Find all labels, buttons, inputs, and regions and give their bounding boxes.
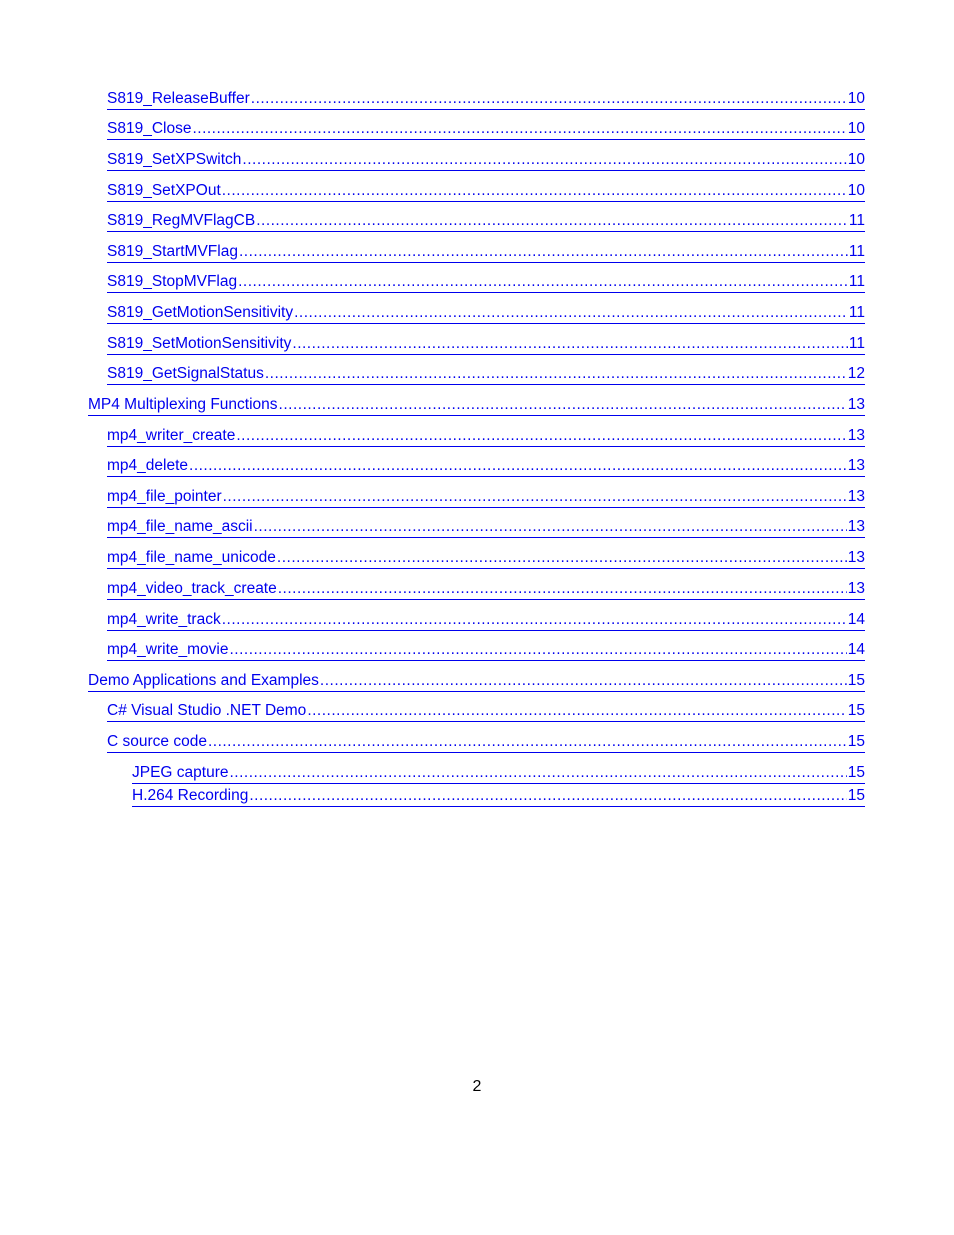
toc-entry-mp4-write-movie[interactable] bbox=[107, 641, 865, 661]
toc-entry-page: 15 bbox=[847, 672, 865, 689]
toc-dot-leader bbox=[278, 580, 847, 599]
toc-entry-s819-setxpswitch[interactable] bbox=[107, 151, 865, 171]
toc-dot-leader bbox=[230, 764, 847, 783]
toc-entry-s819-getmotionsensitivity[interactable] bbox=[107, 304, 865, 324]
toc-entry-page: 15 bbox=[847, 733, 865, 750]
toc-entry-title: mp4_video_track_create bbox=[107, 580, 277, 597]
toc-entry-title: S819_StartMVFlag bbox=[107, 243, 238, 260]
toc-dot-leader bbox=[277, 549, 847, 568]
toc-dot-leader bbox=[229, 641, 846, 660]
toc-entry-title: H.264 Recording bbox=[132, 787, 249, 804]
toc-entry-title: C source code bbox=[107, 733, 207, 750]
toc-entry-title: MP4 Multiplexing Functions bbox=[88, 396, 278, 413]
toc-entry-mp4-video-track-create[interactable] bbox=[107, 580, 865, 600]
toc-entry-title: mp4_write_movie bbox=[107, 641, 229, 658]
toc-entry-page: 13 bbox=[847, 580, 865, 597]
toc-entry-page: 13 bbox=[847, 427, 865, 444]
toc-dot-leader bbox=[256, 212, 848, 231]
toc-entry-page: 11 bbox=[848, 304, 865, 321]
toc-entry-title: mp4_file_name_ascii bbox=[107, 518, 253, 535]
toc-dot-leader bbox=[208, 733, 847, 752]
toc-entry-title: mp4_writer_create bbox=[107, 427, 236, 444]
toc-entry-page: 11 bbox=[848, 273, 865, 290]
toc-entry-h264-recording[interactable] bbox=[132, 787, 865, 807]
toc-entry-c-source-code[interactable] bbox=[107, 733, 865, 753]
toc-entry-mp4-delete[interactable] bbox=[107, 457, 865, 477]
toc-entry-title: JPEG capture bbox=[132, 764, 229, 781]
toc-entry-title: Demo Applications and Examples bbox=[88, 672, 319, 689]
toc-entry-page: 13 bbox=[847, 396, 865, 413]
toc-dot-leader bbox=[279, 396, 847, 415]
toc-dot-leader bbox=[254, 518, 847, 537]
toc-entry-page: 11 bbox=[848, 212, 865, 229]
toc-dot-leader bbox=[236, 427, 846, 446]
toc-entry-mp4-writer-create[interactable] bbox=[107, 427, 865, 447]
toc-dot-leader bbox=[189, 457, 847, 476]
toc-entry-title: S819_GetSignalStatus bbox=[107, 365, 264, 382]
toc-dot-leader bbox=[292, 335, 848, 354]
toc-entry-page: 13 bbox=[847, 549, 865, 566]
toc-entry-title: C# Visual Studio .NET Demo bbox=[107, 702, 307, 719]
toc-entry-title: mp4_file_name_unicode bbox=[107, 549, 276, 566]
toc-entry-mp4-file-name-unicode[interactable] bbox=[107, 549, 865, 569]
toc-entry-page: 13 bbox=[847, 518, 865, 535]
toc-entry-mp4-file-name-ascii[interactable] bbox=[107, 518, 865, 538]
toc-entry-demo-applications-and-examples[interactable] bbox=[88, 672, 865, 692]
toc-entry-mp4-write-track[interactable] bbox=[107, 611, 865, 631]
toc-dot-leader bbox=[222, 182, 847, 201]
toc-entry-s819-close[interactable] bbox=[107, 120, 865, 140]
toc-dot-leader bbox=[223, 488, 847, 507]
toc-dot-leader bbox=[249, 787, 846, 806]
toc-entry-title: S819_RegMVFlagCB bbox=[107, 212, 256, 229]
toc-dot-leader bbox=[242, 151, 846, 170]
toc-entry-title: S819_SetXPOut bbox=[107, 182, 221, 199]
toc-entry-s819-startmvflag[interactable] bbox=[107, 243, 865, 263]
toc-entry-page: 14 bbox=[847, 641, 865, 658]
toc-entry-page: 15 bbox=[847, 702, 865, 719]
toc-entry-s819-setxpout[interactable] bbox=[107, 182, 865, 202]
toc-dot-leader bbox=[239, 243, 848, 262]
toc-dot-leader bbox=[192, 120, 846, 139]
toc-entry-s819-getsignalstatus[interactable] bbox=[107, 365, 865, 385]
toc-entry-title: mp4_write_track bbox=[107, 611, 221, 628]
toc-entry-title: S819_StopMVFlag bbox=[107, 273, 238, 290]
toc-dot-leader bbox=[222, 611, 847, 630]
toc-entry-page: 13 bbox=[847, 457, 865, 474]
toc-entry-mp4-file-pointer[interactable] bbox=[107, 488, 865, 508]
toc-entry-s819-setmotionsensitivity[interactable] bbox=[107, 335, 865, 355]
toc-entry-page: 10 bbox=[847, 182, 865, 199]
toc-entry-title: S819_Close bbox=[107, 120, 192, 137]
toc-dot-leader bbox=[251, 90, 847, 109]
page-number: 2 bbox=[472, 1078, 482, 1095]
toc-dot-leader bbox=[307, 702, 846, 721]
toc-entry-s819-regmvflagcb[interactable] bbox=[107, 212, 865, 232]
toc-entry-s819-releasebuffer[interactable] bbox=[107, 90, 865, 110]
toc-entry-page: 15 bbox=[847, 787, 865, 804]
toc-dot-leader bbox=[265, 365, 847, 384]
toc-dot-leader bbox=[320, 672, 847, 691]
toc-entry-s819-stopmvflag[interactable] bbox=[107, 273, 865, 293]
toc-entry-title: S819_ReleaseBuffer bbox=[107, 90, 250, 107]
toc-entry-page: 15 bbox=[847, 764, 865, 781]
toc-entry-mp4-multiplexing-functions[interactable] bbox=[88, 396, 865, 416]
toc-dot-leader bbox=[294, 304, 848, 323]
toc-entry-page: 11 bbox=[848, 335, 865, 352]
toc-entry-title: mp4_delete bbox=[107, 457, 189, 474]
toc-entry-page: 13 bbox=[847, 488, 865, 505]
toc-dot-leader bbox=[238, 273, 848, 292]
toc-entry-title: S819_SetMotionSensitivity bbox=[107, 335, 292, 352]
toc-entry-csharp-visual-studio-net-demo[interactable] bbox=[107, 702, 865, 722]
toc-entry-jpeg-capture[interactable] bbox=[132, 764, 865, 784]
toc-entry-title: S819_GetMotionSensitivity bbox=[107, 304, 294, 321]
toc-entry-page: 10 bbox=[847, 120, 865, 137]
toc-entry-page: 10 bbox=[847, 90, 865, 107]
toc-entry-page: 12 bbox=[847, 365, 865, 382]
toc-entry-title: mp4_file_pointer bbox=[107, 488, 222, 505]
toc-entry-page: 14 bbox=[847, 611, 865, 628]
toc-entry-page: 10 bbox=[847, 151, 865, 168]
toc-entry-page: 11 bbox=[848, 243, 865, 260]
toc-entry-title: S819_SetXPSwitch bbox=[107, 151, 242, 168]
